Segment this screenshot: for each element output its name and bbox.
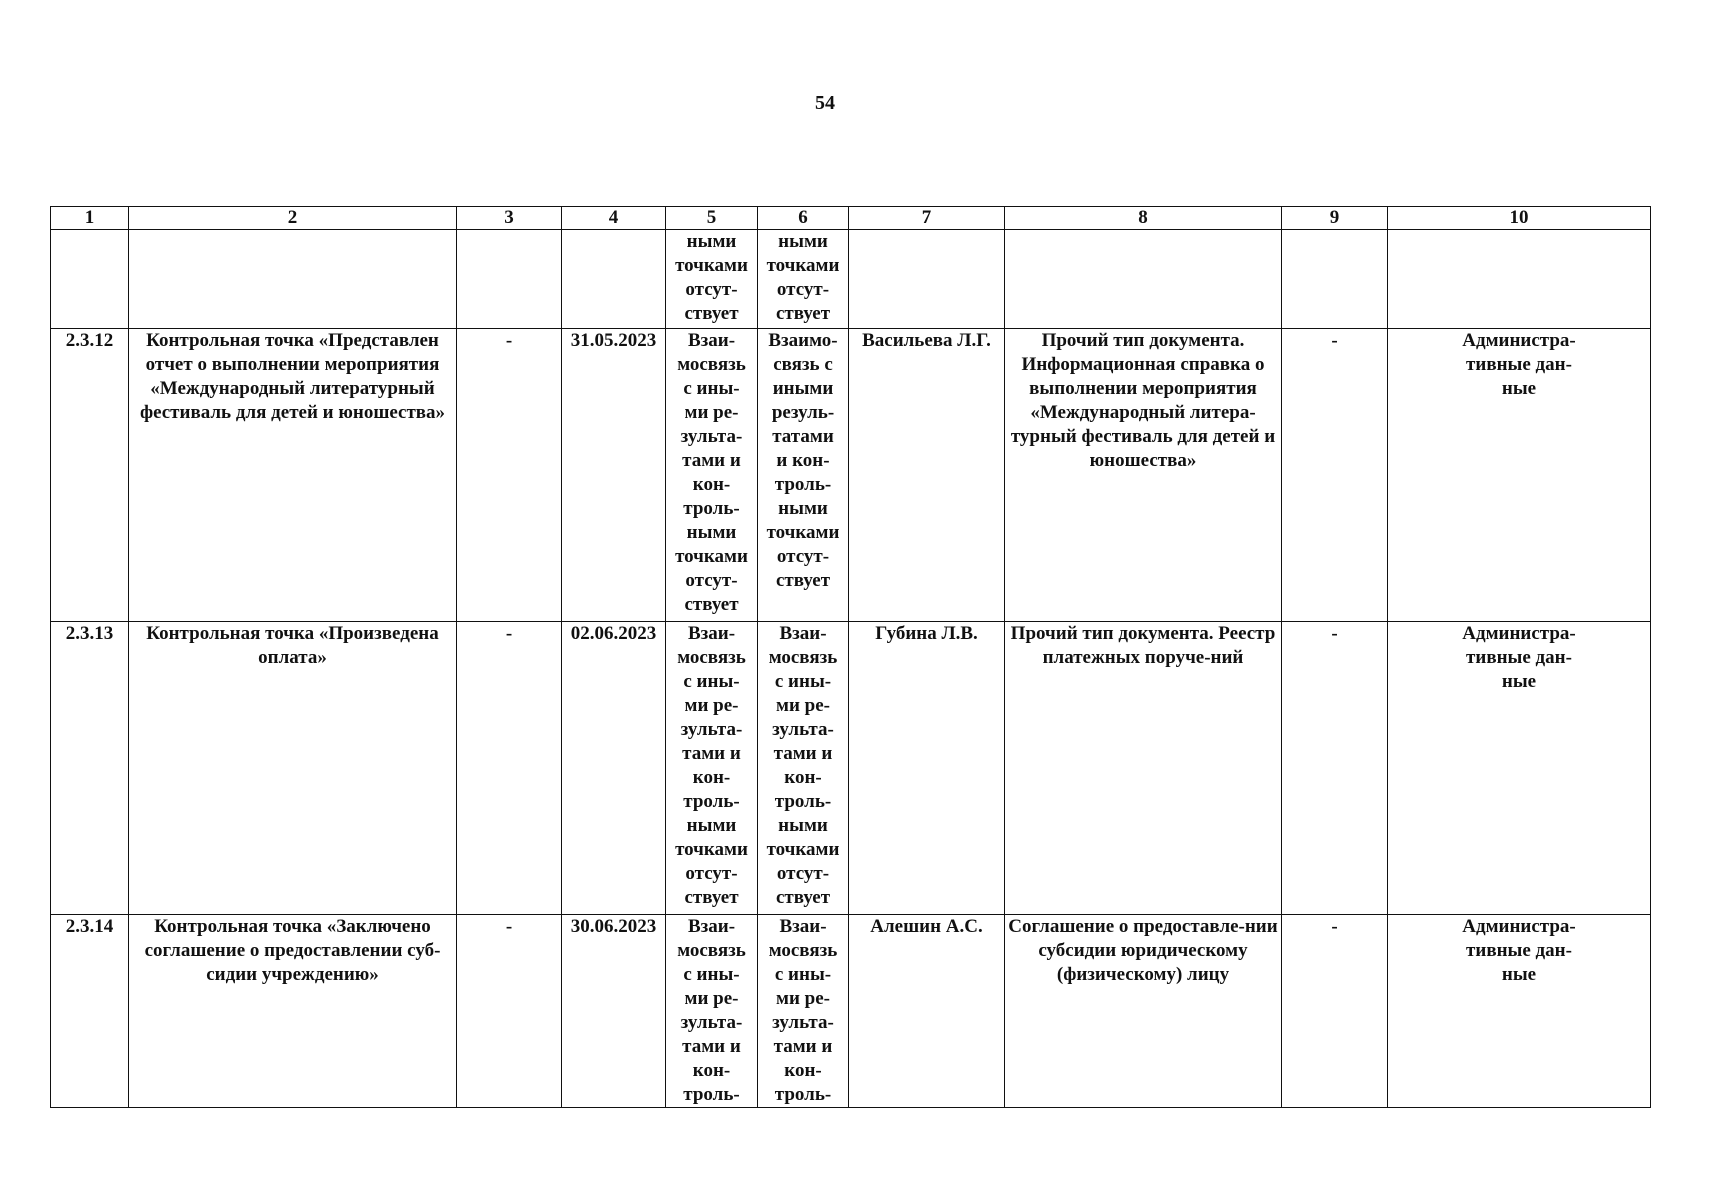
column-header: 4 xyxy=(562,207,666,230)
document-cell: Соглашение о предоставле-нии субсидии юридическому (физическому) лицу xyxy=(1005,915,1282,1108)
dash-cell: - xyxy=(457,915,562,1108)
header-row xyxy=(51,207,1651,230)
column-header: 1 xyxy=(51,207,129,230)
table-cell xyxy=(1282,230,1388,329)
control-point-name: Контрольная точка «Произведена оплата» xyxy=(129,622,457,915)
table-cell xyxy=(129,230,457,329)
document-cell: Прочий тип документа. Информационная справка о выполнении мероприятия «Международный литера-турный фестиваль для детей и юношества» xyxy=(1005,329,1282,622)
dash-cell: - xyxy=(1282,915,1388,1108)
responsible-cell: Васильева Л.Г. xyxy=(849,329,1005,622)
row-number: 2.3.12 xyxy=(51,329,129,622)
relation-cell: ными точками отсут- ствует xyxy=(758,230,849,329)
table-row xyxy=(51,915,1651,1108)
date-cell: 31.05.2023 xyxy=(562,329,666,622)
table-cell xyxy=(1005,230,1282,329)
row-number: 2.3.14 xyxy=(51,915,129,1108)
table-row xyxy=(51,622,1651,915)
table-cell xyxy=(51,230,129,329)
relation-cell: Взаимо- связь с иными резуль- татами и кон- троль- ными точками отсут- ствует xyxy=(758,329,849,622)
row-number: 2.3.13 xyxy=(51,622,129,915)
column-header: 3 xyxy=(457,207,562,230)
column-header: 9 xyxy=(1282,207,1388,230)
page-number: 54 xyxy=(815,92,835,114)
date-cell: 30.06.2023 xyxy=(562,915,666,1108)
source-cell: Администра- тивные дан- ные xyxy=(1388,915,1651,1108)
responsible-cell: Алешин А.С. xyxy=(849,915,1005,1108)
table-cell xyxy=(1388,230,1651,329)
table-row xyxy=(51,329,1651,622)
dash-cell: - xyxy=(457,329,562,622)
dash-cell: - xyxy=(1282,622,1388,915)
source-cell: Администра- тивные дан- ные xyxy=(1388,622,1651,915)
responsible-cell: Губина Л.В. xyxy=(849,622,1005,915)
column-header: 6 xyxy=(758,207,849,230)
source-cell: Администра- тивные дан- ные xyxy=(1388,329,1651,622)
table-cell xyxy=(849,230,1005,329)
column-header: 5 xyxy=(666,207,758,230)
control-points-table xyxy=(50,206,1651,1108)
table-cell xyxy=(562,230,666,329)
dash-cell: - xyxy=(457,622,562,915)
relation-cell: Взаи- мосвязь с ины- ми ре- зульта- тами и кон- троль- xyxy=(666,915,758,1108)
relation-cell: Взаи- мосвязь с ины- ми ре- зульта- тами и кон- троль- ными точками отсут- ствует xyxy=(666,329,758,622)
control-point-name: Контрольная точка «Представлен отчет о выполнении мероприятия «Международный литературный фестиваль для детей и юношества» xyxy=(129,329,457,622)
column-header: 7 xyxy=(849,207,1005,230)
column-header: 2 xyxy=(129,207,457,230)
relation-cell: ными точками отсут- ствует xyxy=(666,230,758,329)
control-point-name: Контрольная точка «Заключено соглашение о предоставлении суб-сидии учреждению» xyxy=(129,915,457,1108)
relation-cell: Взаи- мосвязь с ины- ми ре- зульта- тами и кон- троль- ными точками отсут- ствует xyxy=(666,622,758,915)
continuation-row xyxy=(51,230,1651,329)
document-cell: Прочий тип документа. Реестр платежных поруче-ний xyxy=(1005,622,1282,915)
table-cell xyxy=(457,230,562,329)
dash-cell: - xyxy=(1282,329,1388,622)
date-cell: 02.06.2023 xyxy=(562,622,666,915)
relation-cell: Взаи- мосвязь с ины- ми ре- зульта- тами и кон- троль- ными точками отсут- ствует xyxy=(758,622,849,915)
column-header: 8 xyxy=(1005,207,1282,230)
relation-cell: Взаи- мосвязь с ины- ми ре- зульта- тами и кон- троль- xyxy=(758,915,849,1108)
column-header: 10 xyxy=(1388,207,1651,230)
